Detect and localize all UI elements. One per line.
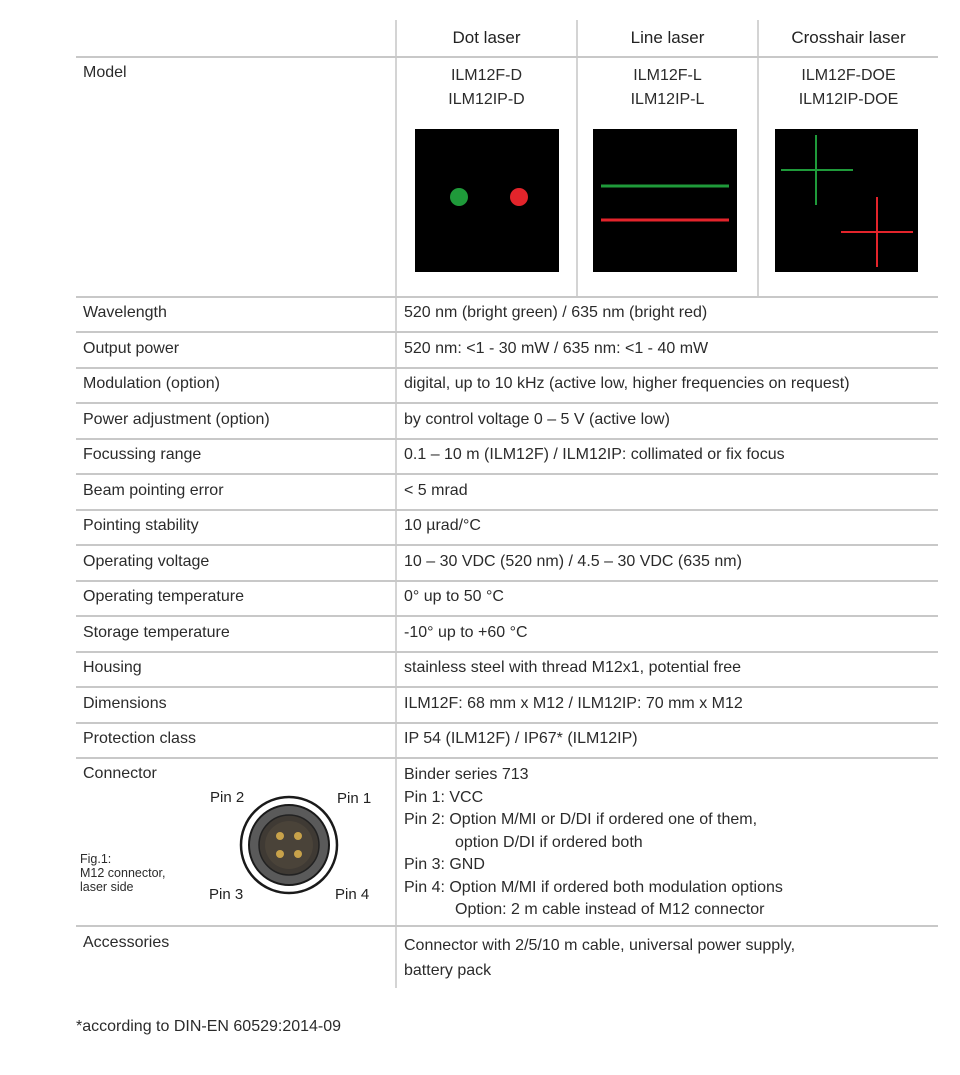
row-label-model: Model	[83, 64, 127, 81]
row-value-protection-class: IP 54 (ILM12F) / IP67* (ILM12IP)	[404, 730, 638, 747]
connector-details	[404, 764, 783, 922]
row-value-dimensions: ILM12F: 68 mm x M12 / ILM12IP: 70 mm x M12	[404, 695, 743, 712]
column-divider	[757, 20, 759, 296]
row-divider	[76, 615, 938, 617]
row-value-pointing-stability: 10 µrad/°C	[404, 517, 481, 534]
model-name: ILM12F-L	[633, 67, 702, 84]
pin-contact	[276, 832, 284, 840]
column-divider	[576, 20, 578, 296]
crosshair-laser-image	[775, 129, 918, 272]
row-divider	[76, 331, 938, 333]
connector-line: Pin 4: Option M/MI if ordered both modulation options	[404, 878, 783, 896]
row-divider	[76, 296, 938, 298]
pin1-label: Pin 1	[337, 790, 372, 807]
model-name: ILM12F-DOE	[801, 67, 896, 84]
dot-laser-image	[415, 129, 559, 272]
row-value-storage-temperature: -10° up to +60 °C	[404, 624, 528, 641]
red-dot	[510, 188, 528, 206]
row-label-pointing-stability: Pointing stability	[83, 517, 199, 534]
connector-line: Option: 2 m cable instead of M12 connector	[455, 901, 765, 918]
row-value-output-power: 520 nm: <1 - 30 mW / 635 nm: <1 - 40 mW	[404, 340, 709, 357]
figure-caption	[80, 852, 165, 894]
connector-line: option D/DI if ordered both	[455, 833, 643, 851]
row-divider	[76, 56, 938, 58]
connector-line: Pin 3: GND	[404, 856, 485, 873]
row-value-operating-temperature: 0° up to 50 °C	[404, 588, 504, 605]
row-divider	[76, 544, 938, 546]
pin4-label: Pin 4	[335, 886, 370, 903]
row-divider	[76, 438, 938, 440]
row-label-power-adjustment: Power adjustment (option)	[83, 411, 270, 428]
model-name: ILM12IP-D	[448, 91, 525, 108]
row-label-accessories: Accessories	[83, 934, 170, 951]
connector-line: Pin 1: VCC	[404, 788, 484, 806]
dot-laser-drawing	[415, 129, 559, 272]
pin-contact	[294, 850, 302, 858]
line-laser-drawing	[593, 129, 737, 272]
row-divider	[76, 686, 938, 688]
row-divider	[76, 473, 938, 475]
model-name: ILM12F-D	[450, 67, 523, 84]
m12-connector-figure	[234, 795, 344, 895]
pin-contact	[276, 850, 284, 858]
accessories-line: Connector with 2/5/10 m cable, universal power supply,	[404, 937, 796, 954]
row-label-focussing-range: Focussing range	[83, 446, 202, 463]
row-label-beam-pointing-error: Beam pointing error	[83, 482, 224, 499]
row-value-power-adjustment: by control voltage 0 – 5 V (active low)	[404, 411, 670, 428]
connector-line: Pin 2: Option M/MI or D/DI if ordered one of them,	[404, 811, 758, 828]
pin3-label: Pin 3	[209, 886, 244, 903]
figure-caption-line: M12 connector,	[80, 866, 166, 880]
column-header-dot: Dot laser	[452, 28, 521, 47]
column-header-line: Line laser	[630, 28, 705, 47]
row-divider	[76, 925, 938, 927]
connector-insert	[265, 821, 313, 869]
connector-line: Binder series 713	[404, 766, 529, 783]
row-divider	[76, 402, 938, 404]
model-names-dot	[397, 64, 576, 112]
model-name: ILM12IP-DOE	[798, 91, 899, 108]
row-value-wavelength: 520 nm (bright green) / 635 nm (bright red)	[404, 304, 708, 321]
column-divider	[395, 20, 397, 988]
row-label-operating-temperature: Operating temperature	[83, 588, 244, 605]
row-divider	[76, 580, 938, 582]
figure-caption-line: laser side	[80, 880, 134, 894]
pin2-label: Pin 2	[210, 789, 245, 806]
footnote: *according to DIN-EN 60529:2014-09	[76, 1018, 342, 1035]
row-value-modulation: digital, up to 10 kHz (active low, higher frequencies on request)	[404, 375, 850, 392]
row-label-dimensions: Dimensions	[83, 695, 167, 712]
row-label-storage-temperature: Storage temperature	[83, 624, 230, 641]
model-names-line	[578, 64, 757, 112]
row-divider	[76, 367, 938, 369]
line-laser-image	[593, 129, 737, 272]
accessories-line: battery pack	[404, 962, 492, 979]
row-label-protection-class: Protection class	[83, 730, 196, 747]
row-divider	[76, 757, 938, 759]
row-label-connector: Connector	[83, 765, 157, 782]
row-divider	[76, 509, 938, 511]
row-divider	[76, 722, 938, 724]
pin-contact	[294, 832, 302, 840]
row-value-accessories	[404, 933, 795, 983]
row-label-output-power: Output power	[83, 340, 180, 357]
row-value-beam-pointing-error: < 5 mrad	[404, 482, 468, 499]
column-header-crosshair: Crosshair laser	[791, 28, 906, 47]
row-label-operating-voltage: Operating voltage	[83, 553, 210, 570]
row-label-wavelength: Wavelength	[83, 304, 167, 321]
model-names-crosshair	[759, 64, 938, 112]
row-divider	[76, 651, 938, 653]
row-value-focussing-range: 0.1 – 10 m (ILM12F) / ILM12IP: collimated or fix focus	[404, 446, 785, 463]
row-value-operating-voltage: 10 – 30 VDC (520 nm) / 4.5 – 30 VDC (635 nm)	[404, 553, 742, 570]
row-label-housing: Housing	[83, 659, 142, 676]
row-value-housing: stainless steel with thread M12x1, potential free	[404, 659, 742, 676]
figure-caption-line: Fig.1:	[80, 852, 112, 866]
crosshair-laser-drawing	[775, 129, 918, 272]
row-label-modulation: Modulation (option)	[83, 375, 220, 392]
model-name: ILM12IP-L	[630, 91, 705, 108]
green-dot	[450, 188, 468, 206]
